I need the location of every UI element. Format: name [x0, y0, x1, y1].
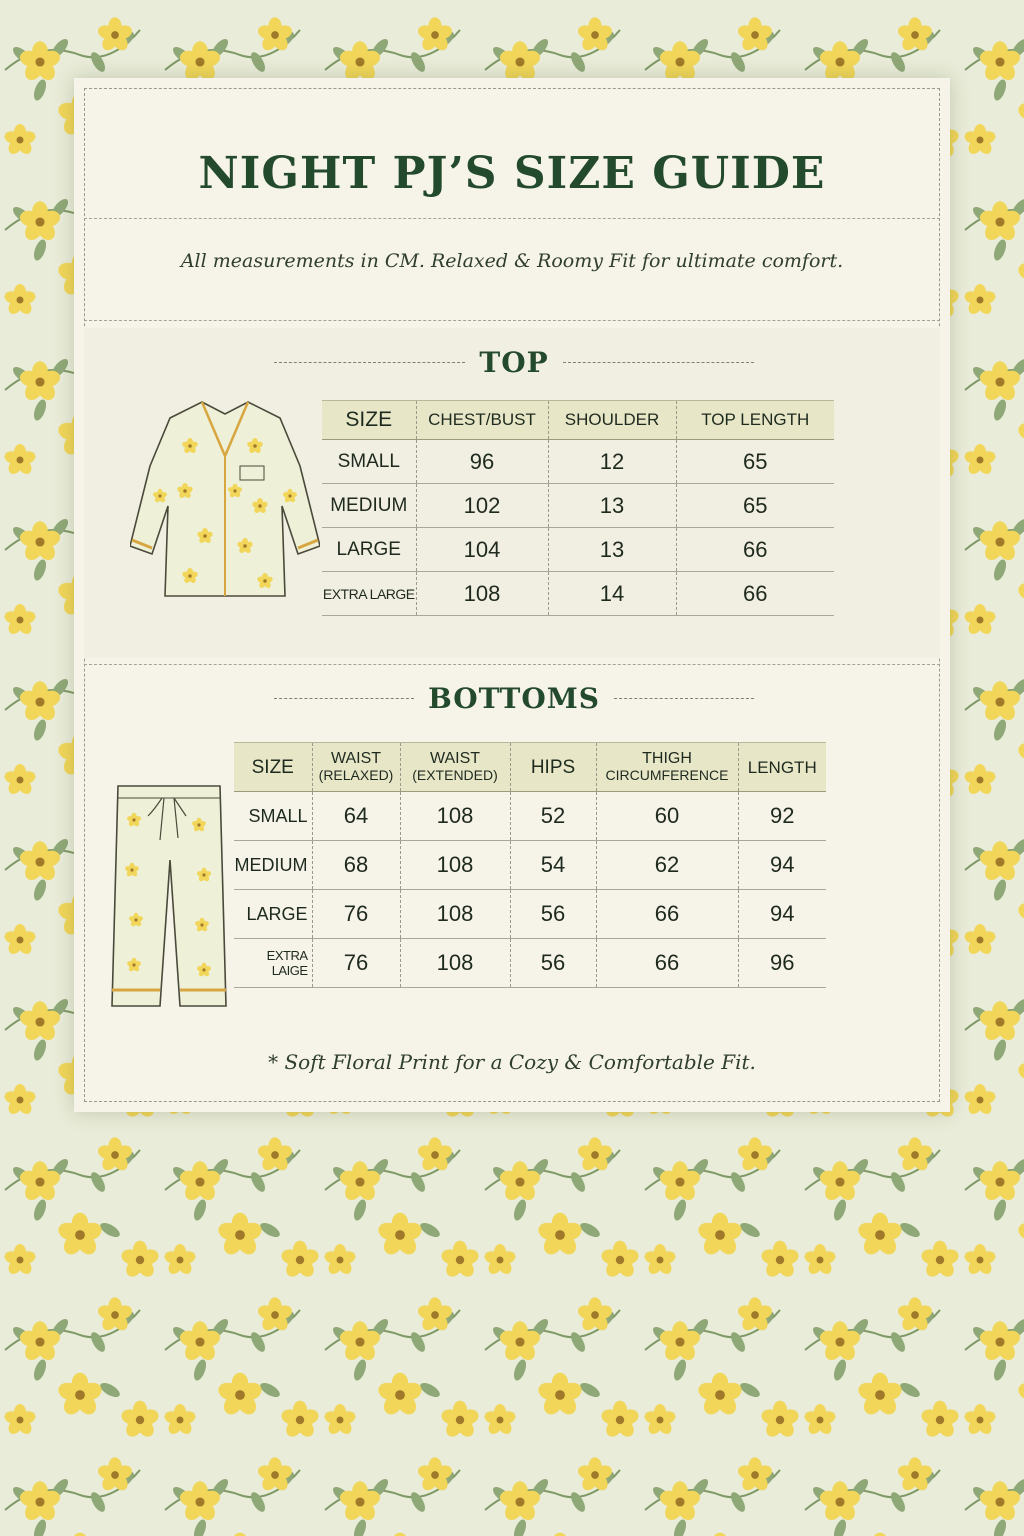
- column-header: SIZE: [322, 401, 416, 440]
- column-header-sub: CIRCUMFERENCE: [605, 767, 729, 783]
- table-cell: 65: [676, 484, 834, 528]
- table-cell: 62: [596, 841, 738, 890]
- top-section-heading: [274, 342, 754, 382]
- column-header-main: WAIST: [330, 750, 382, 767]
- table-row: [234, 841, 826, 890]
- table-cell: 13: [548, 528, 676, 572]
- table-cell: 94: [738, 890, 826, 939]
- column-header: LENGTH: [738, 743, 826, 792]
- column-header-sub: (EXTENDED): [412, 767, 498, 783]
- pajama-pants-illustration: [104, 780, 234, 1012]
- table-cell: 108: [400, 841, 510, 890]
- size-cell: SMALL: [322, 440, 416, 484]
- table-cell: 92: [738, 792, 826, 841]
- bottoms-section-heading: [274, 678, 754, 718]
- size-guide-card: [74, 78, 950, 1112]
- table-cell: 76: [312, 890, 400, 939]
- column-header: CHEST/BUST: [416, 401, 548, 440]
- table-cell: 52: [510, 792, 596, 841]
- table-cell: 66: [676, 528, 834, 572]
- table-cell: 66: [676, 572, 834, 616]
- pajama-shirt-illustration: [130, 396, 320, 606]
- top-size-table: [322, 400, 834, 616]
- table-header-row: [234, 743, 826, 792]
- column-header-main: WAIST: [429, 750, 481, 767]
- table-row: [322, 572, 834, 616]
- bottoms-size-table: [234, 742, 826, 988]
- size-cell: LARGE: [322, 528, 416, 572]
- table-cell: 96: [416, 440, 548, 484]
- table-cell: 108: [400, 890, 510, 939]
- bottoms-heading-label: BOTTOMS: [428, 681, 600, 715]
- column-header: [400, 743, 510, 792]
- table-cell: 108: [400, 792, 510, 841]
- table-cell: 76: [312, 939, 400, 988]
- size-cell: MEDIUM: [322, 484, 416, 528]
- size-cell: EXTRA LAIGE: [234, 939, 312, 988]
- size-cell: SMALL: [234, 792, 312, 841]
- table-cell: 96: [738, 939, 826, 988]
- size-cell: LARGE: [234, 890, 312, 939]
- size-cell: MEDIUM: [234, 841, 312, 890]
- divider: [84, 320, 940, 321]
- table-row: [322, 484, 834, 528]
- table-cell: 60: [596, 792, 738, 841]
- divider: [84, 664, 940, 665]
- table-cell: 94: [738, 841, 826, 890]
- table-cell: 108: [400, 939, 510, 988]
- footnote: * Soft Floral Print for a Cozy & Comfortable Fit.: [268, 1050, 756, 1074]
- table-cell: 66: [596, 890, 738, 939]
- table-cell: 56: [510, 890, 596, 939]
- column-header: SIZE: [234, 743, 312, 792]
- top-heading-label: TOP: [479, 345, 549, 379]
- table-header-row: [322, 401, 834, 440]
- size-cell: EXTRA LARGE: [322, 572, 416, 616]
- divider: [84, 218, 940, 219]
- table-row: [234, 939, 826, 988]
- table-row: [322, 440, 834, 484]
- page-title: NIGHT PJ’S SIZE GUIDE: [198, 148, 826, 199]
- table-cell: 12: [548, 440, 676, 484]
- table-cell: 65: [676, 440, 834, 484]
- table-row: [234, 792, 826, 841]
- table-cell: 108: [416, 572, 548, 616]
- column-header: [312, 743, 400, 792]
- column-header: TOP LENGTH: [676, 401, 834, 440]
- table-cell: 66: [596, 939, 738, 988]
- table-row: [322, 528, 834, 572]
- table-cell: 68: [312, 841, 400, 890]
- table-cell: 54: [510, 841, 596, 890]
- table-cell: 14: [548, 572, 676, 616]
- table-cell: 104: [416, 528, 548, 572]
- table-cell: 13: [548, 484, 676, 528]
- table-cell: 56: [510, 939, 596, 988]
- column-header: HIPS: [510, 743, 596, 792]
- subtitle: All measurements in CM. Relaxed & Roomy Fit for ultimate comfort.: [180, 250, 844, 272]
- column-header: [596, 743, 738, 792]
- table-cell: 64: [312, 792, 400, 841]
- column-header: SHOULDER: [548, 401, 676, 440]
- column-header-sub: (RELAXED): [318, 767, 394, 783]
- column-header-main: THIGH: [642, 750, 692, 767]
- table-row: [234, 890, 826, 939]
- table-cell: 102: [416, 484, 548, 528]
